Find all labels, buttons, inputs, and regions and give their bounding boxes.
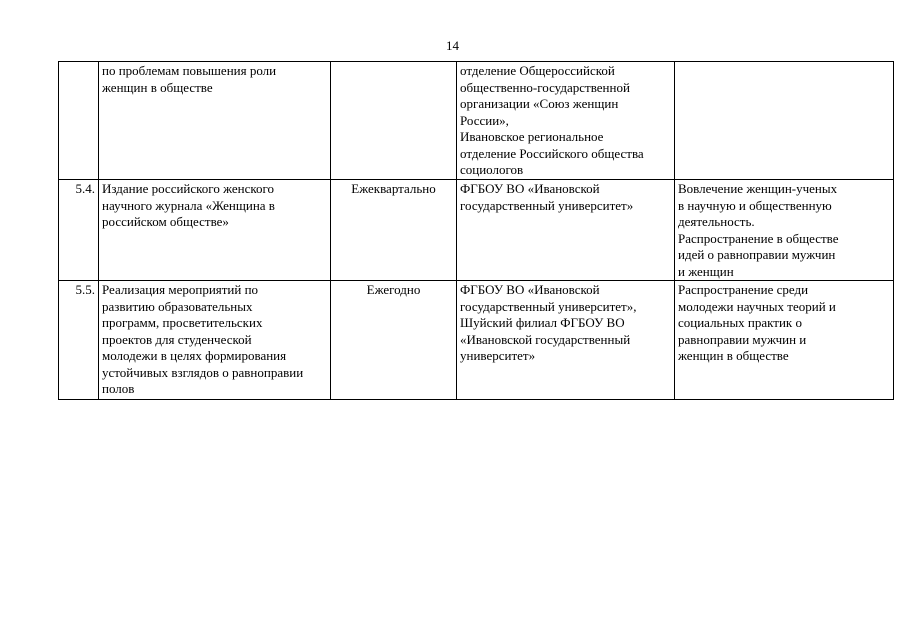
row-number-cell bbox=[59, 62, 99, 180]
result-line: женщин в обществе bbox=[678, 348, 789, 363]
event-line: полов bbox=[102, 381, 135, 396]
row-number: 5.4. bbox=[75, 181, 95, 196]
event-line: женщин в обществе bbox=[102, 79, 213, 95]
event-line: молодежи в целях формирования bbox=[102, 348, 287, 363]
event-cell bbox=[99, 281, 331, 400]
result-cell bbox=[675, 180, 894, 281]
event-line: Реализация мероприятий по bbox=[102, 282, 259, 297]
executor-cell bbox=[457, 62, 675, 180]
executor-line: Шуйский филиал ФГБОУ ВО bbox=[460, 315, 625, 330]
executor-line: организации «Союз женщин bbox=[460, 96, 619, 111]
event-line: по проблемам повышения роли bbox=[102, 63, 277, 78]
executor-line: России», bbox=[460, 112, 509, 128]
period-cell bbox=[331, 62, 457, 180]
executor-line: «Ивановской государственный bbox=[460, 331, 631, 347]
executor-line: университет» bbox=[460, 348, 536, 363]
event-line: развитию образовательных bbox=[102, 298, 253, 314]
row-number-cell bbox=[59, 180, 99, 281]
event-line: устойчивых взглядов о равноправии bbox=[102, 364, 304, 380]
period-cell bbox=[331, 281, 457, 400]
result-line: социальных практик о bbox=[678, 315, 803, 330]
page-number: 14 bbox=[446, 38, 459, 53]
result-line: Распространение среди bbox=[678, 282, 809, 297]
row-number-cell bbox=[59, 281, 99, 400]
result-line: Распространение в обществе bbox=[678, 230, 839, 246]
event-line: научного журнала «Женщина в bbox=[102, 197, 275, 213]
result-line: деятельность. bbox=[678, 214, 755, 229]
events-table bbox=[58, 61, 894, 400]
event-line: проектов для студенческой bbox=[102, 331, 252, 347]
executor-line: Ивановское региональное bbox=[460, 129, 604, 144]
event-line: Издание российского женского bbox=[102, 181, 275, 196]
table-row bbox=[59, 180, 894, 281]
event-line: программ, просветительских bbox=[102, 315, 263, 330]
period-text: Ежегодно bbox=[366, 282, 421, 297]
result-line: молодежи научных теорий и bbox=[678, 298, 836, 314]
period-cell bbox=[331, 180, 457, 281]
executor-line: социологов bbox=[460, 162, 524, 177]
executor-cell bbox=[457, 281, 675, 400]
result-line: Вовлечение женщин-ученых bbox=[678, 181, 838, 196]
executor-line: отделение Российского общества bbox=[460, 145, 644, 161]
executor-line: государственный университет», bbox=[460, 298, 637, 314]
result-line: равноправии мужчин и bbox=[678, 331, 807, 347]
executor-line: отделение Общероссийской bbox=[460, 63, 615, 78]
event-line: российском обществе» bbox=[102, 214, 229, 229]
table-row bbox=[59, 281, 894, 400]
result-line: идей о равноправии мужчин bbox=[678, 247, 836, 262]
executor-line: ФГБОУ ВО «Ивановской bbox=[460, 181, 600, 196]
row-number: 5.5. bbox=[75, 282, 95, 297]
executor-line: общественно-государственной bbox=[460, 79, 630, 95]
executor-line: государственный университет» bbox=[460, 197, 634, 213]
executor-line: ФГБОУ ВО «Ивановской bbox=[460, 282, 600, 297]
result-cell bbox=[675, 62, 894, 180]
result-line: и женщин bbox=[678, 263, 734, 279]
table-row bbox=[59, 62, 894, 180]
result-line: в научную и общественную bbox=[678, 197, 832, 213]
result-cell bbox=[675, 281, 894, 400]
period-text: Ежеквартально bbox=[351, 181, 436, 196]
event-cell bbox=[99, 180, 331, 281]
event-cell bbox=[99, 62, 331, 180]
executor-cell bbox=[457, 180, 675, 281]
